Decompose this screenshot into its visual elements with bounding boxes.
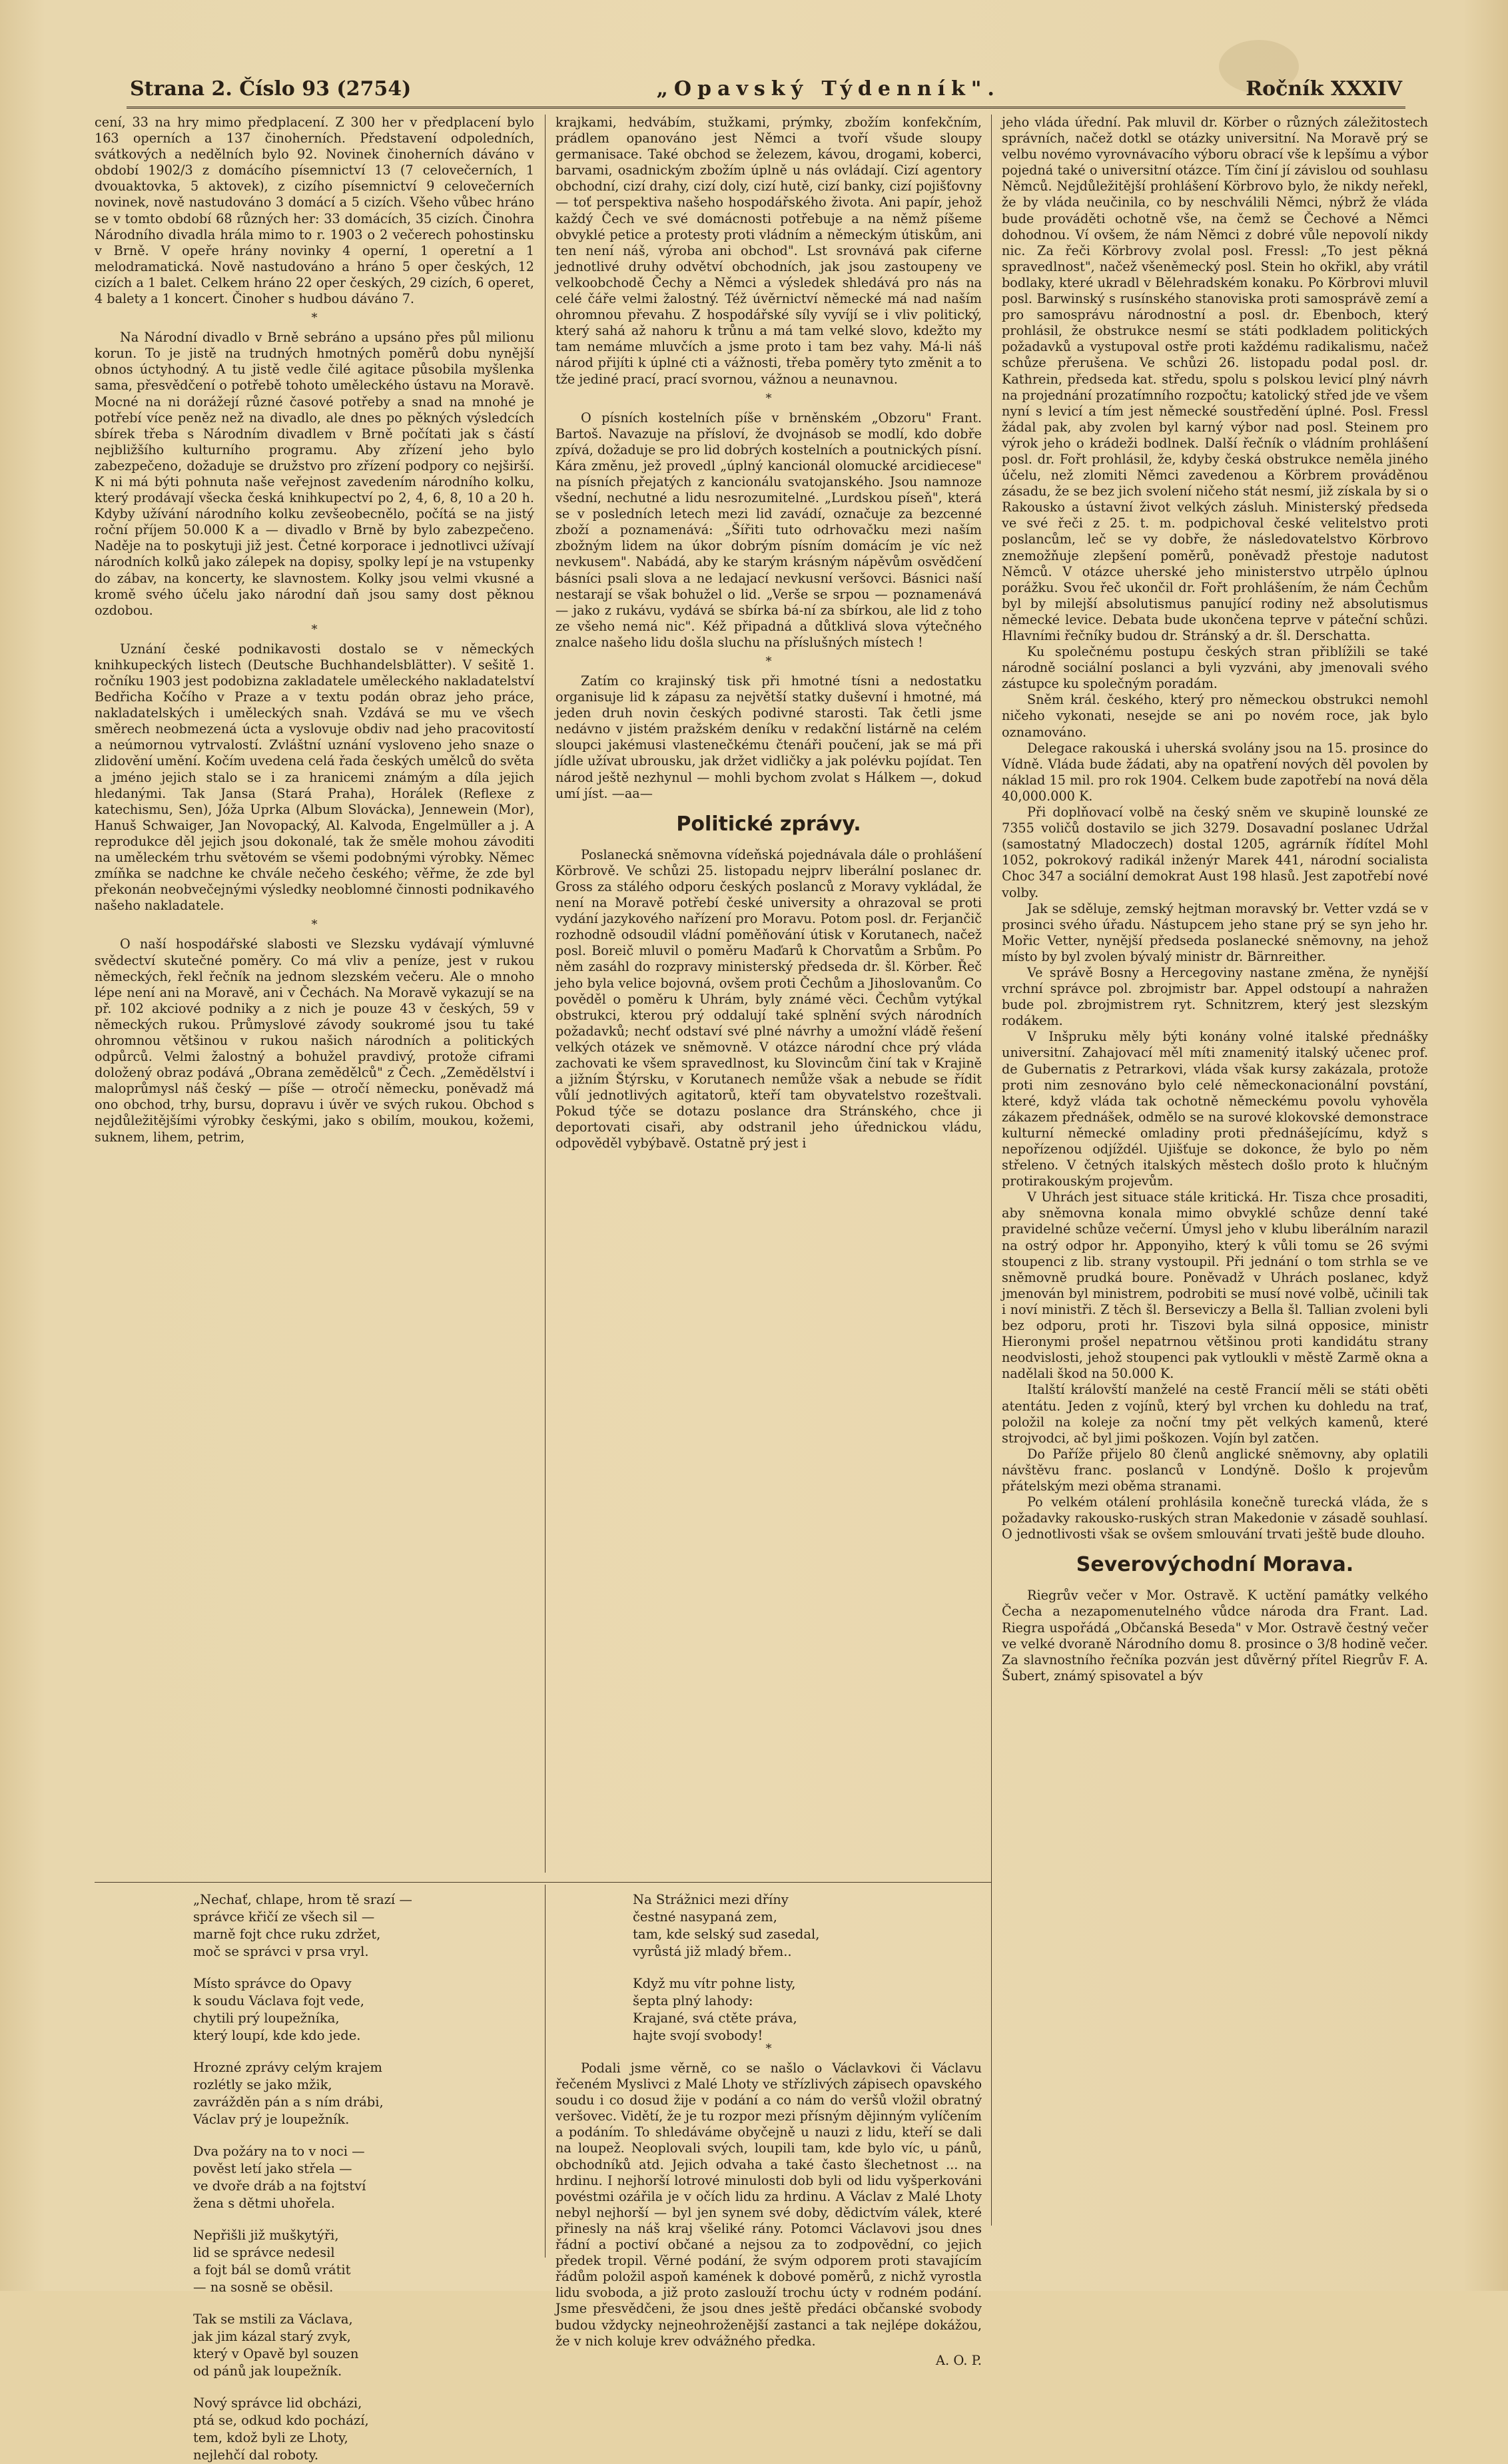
poem-line: šepta plný lahody: (633, 1993, 753, 2008)
article-moravian-governor: Jak se sděluje, zemský hejtman moravský br. Vetter vzdá se v prosinci svého úřadu. Nástupcem jeho stane prý se syn jeho hr. Mořic Vetter, nynější předseda poslanecké sněmovny, na jehož místo by byl zvolen bývalý ministr dr. Bärnreither. (1002, 900, 1428, 964)
article-rieger-evening: Riegrův večer v Mor. Ostravě. K uctění památky velkého Čecha a nezapomenutelného vůdce národa dra Frant. Lad. Riegra uspořádá „Občanská Beseda" v Mor. Ostravě čestný večer ve velké dvoraně Národního domu 8. prosince o 3/8 hodině večer. Za slavnostního řečníka pozván jest důvěrný přítel Riegrův F. A. Šubert, známý spisovatel a býv (1002, 1588, 1428, 1684)
poem-stanza (193, 2311, 540, 2380)
article-economic-weakness: O naší hospodářské slabosti ve Slezsku vydávají výmluvné svědectví skutečné poměry. Co má vliv a peníze, jest v rukou německých, řekl řečník na jednom slezském večeru. Ale o mnoho lépe není ani na Moravě, ani v Čechách. Na Moravě vykazují se na př. 102 akciové podniky a z nich je pouze 43 v českých, 59 v německých rukou. Průmyslové závody soukromé jsou tu také ohromnou většinou v rukou našich národních a politických odpůrců. Velmi žalostný a bohužel pravdivý, protože ciframi doložený obraz podává „Obrana zemědělců" z Čech. „Zemědělství i maloprůmysl náš český — píše — otročí německu, poněvadž má ono obchod, trhy, bursu, dopravu i úvěr ve svých rukou. Obchod s nejdůležitějšími výrobky českými, jako s obilím, moukou, kožemi, suknem, lihem, petrim, (95, 936, 534, 1145)
header-volume: Ročník XXXIV (1246, 77, 1402, 101)
poem-line: který loupí, kde kdo jede. (193, 2028, 361, 2043)
poem-line: Nový správce lid obcházi, (193, 2395, 362, 2411)
separator-star: * (765, 391, 772, 406)
poem-line: lid se správce nedesil (193, 2245, 335, 2260)
feuilleton-prose-text: Podali jsme věrně, co se našlo o Václavkovi či Václavu řečeném Myslivci z Malé Lhoty ve střízlivých zápisech opavského soudu i co dosud žije v podání a co nám do veršů vložil obratný veršovec. Vidětí, že je tu rozpor mezi přísným dějinným vylíčením a podáním. To shledáváme obyčejně u nauzi z lidu, kteří se dali na loupež. Neoplovali svých, loupili tam, kde bylo víc, u pánů, obchodníků atd. Jejich odvaha a také často šlechetnost ... na hrdinu. I nejhorší lotrové minulosti dob byli od lidu vyšperkováni povéstmi ozářila je v očích lidu za hrdinu. A Václav z Malé Lhoty nebyl nejhorší — byl jen synem své doby, dědictvím válek, které přinesly na náš kraj všeliké rány. Potomci Václavovi jsou dnes řádní a poctiví občané a nejsou za to zodpovědní, co jejich předek tropil. Věrné podání, že svým odporem proti stavajícím řádům položil aspoň kamének k dobové poměrů, z nichž vyrostla lidu svoboda, a již proto zaslouží trochu úcty v rodném podání. Jsme přesvědčeni, že jsou dnes ještě předáci občanské svobody budou vždycky nejneohroženější zastanci a tak nejlépe dokážou, že v nich koluje krev odvážného předka. (556, 2060, 982, 2349)
poem-line: Hrozné zprávy celým krajem (193, 2060, 382, 2075)
poem-line: „Nechať, chlape, hrom tě srazí — (193, 1892, 412, 1907)
feuilleton-signature: A. O. P. (935, 2352, 982, 2368)
poem-line: od pánů jak loupežník. (193, 2363, 342, 2379)
column-rule (545, 115, 546, 1873)
poem-line: moč se správci v prsa vryl. (193, 1944, 369, 1959)
poem-line: marně fojt chce ruku zdržet, (193, 1927, 381, 1942)
poem-line: chytili prý loupežníka, (193, 2010, 340, 2026)
poem-line: správce křičí ze všech sil — (193, 1909, 375, 1925)
article-paris-visit: Do Paříže přijelo 80 členů anglické sněmovny, aby oplatili návštěvu franc. poslanců v Londýně. Došlo k projevům přátelským mezi oběma stranami. (1002, 1446, 1428, 1494)
poem-stanza (633, 1975, 966, 2044)
section-heading-political-news: Politické zprávy. (676, 812, 861, 836)
separator-star: * (765, 655, 772, 669)
poem-stanza (193, 2227, 540, 2296)
article-joint-czech-approach: Ku společnému postupu českých stran přiblížili se také národně sociální poslanci a byli vyzváni, aby jmenovali svého zástupce ku společným poradám. (1002, 644, 1428, 692)
poem-line: Dva požáry na to v noci — (193, 2144, 365, 2159)
feuilleton-rule (95, 1882, 991, 1883)
poem-line: který v Opavě byl souzen (193, 2346, 359, 2361)
article-vienna-parliament-cont: jeho vláda úřední. Pak mluvil dr. Körber o různých záležitostech správních, načež dotkl se otázky universitní. Na Moravě prý se velbu novémo vyrovnávacího výboru obrací vše k lepšímu a výbor pojedná také o universitní otázce. Tím činí jí závislou od souhlasu Němců. Nejdůležitější prohlášení Körbrovo bylo, že nikdy neřekl, že by vláda neučinila, co by neschválili Němci, nýbrž že vláda bude prováděti ochotně vše, na čemž se Čechové a Němci dohodnou. Ví ovšem, že nám Němci z dobré vůle nepovolí nikdy nic. Za řeči Körbrovy zvolal posl. Fressl: „To jest pěkná spravedlnost", načež všeněmecký posl. Stein ho okřikl, aby vrátil bodlaky, které ukradl v Bělehradském konaku. Po Körbrovi mluvil posl. Barwinský s rusínského stanoviska proti samosprávě zemí a pro samosprávu národnostní a posl. dr. Ebenboch, který prohlásil, že obstrukce nesmí se státi podkladem politických požadavků a vystupoval ostře proti každému radikalismu, načež schůze přerušena. Ve schůzi 26. listopadu podal posl. dr. Kathrein, předseda kat. středu, spolu s polskou levicí plný návrh na projednání prozatímního rozpočtu; katolický střed jde ve všem nyní s levicí a tím jest německé soustředění úplné. Posl. Fressl žádal pak, aby zvolen byl karný výbor nad posl. Steinem pro výrok jeho o krádeži bodlnek. Další řečník o vládním prohlášení posl. dr. Fořt prohlásil, že, kdyby česká obstrukce neměla jiného účelu, než zlomiti Němci zavedenou a Körbrem prováděnou zásadu, že se bez jich svolení ničeho stát nesmí, již získala by si o Rakousko a ústavní život velkých zásluh. Ministerský předseda ve své řeči z 25. t. m. podpichoval české velitelstvo proti poslancům, leč se vy dobře, že následovatelstvo Körbrovo znemožňuje zlepšení poměrů, poněvadž přestoje nadutost Němců. V otázce uherské jeho ministerstvo utrpělo úplnou porážku. Svou řeč ukončil dr. Fořt prohlášením, že nám Čechům byl by milejší absolutismus panující rodiny než absolutismus německé levice. Debata bude ukončena teprve v páteční schůzi. Hlavními řečníky budou dr. Stránský a dr. šl. Derschatta. (1002, 115, 1428, 643)
column-2 (556, 115, 982, 1819)
article-czech-enterprise: Uznání české podnikavosti dostalo se v německých knihkupeckých listech (Deutsche Buchhandelsblätter). V sešitě 1. ročníku 1903 jest podobizna zakladatele uměleckého nakladatelství Bedřicha Kočího v Praze a v textu podán obraz jeho práce, nakladatelských i uměleckých snah. Vzdává se mu ve všech směrech neobmezená úcta a vyslovuje obdiv nad jeho pracovitostí a neúmornou vytrvalostí. Zvláštní uznání vysloveno jeho snaze o zlidovění umění. Kočím uvedena celá řada českých umělců do světa a jméno jejich stalo se i za hranicemi známým a díla jejich hledanými. Tak Jansa (Stará Praha), Horálek (Reflexe z katechismu, Sen), Jóža Uprka (Album Slovácka), Jennewein (Mor), Hanuš Schwaiger, Jan Novopacký, Al. Kalvoda, Engelmüller a j. A reprodukce děl jejich jsou dokonalé, tak že směle mohou závoditi na uměleckém trhu světovém se všemi podobnými výrobky. Němec zmíňka se nadchne ke chvále nečeho českého; věřme, že zde byl překonán neobvečejnými výsledky neoblomné činnosti podnikavého našeho nakladatele. (95, 641, 534, 914)
poem-line: Když mu vítr pohne listy, (633, 1976, 796, 1991)
column-1 (95, 115, 534, 1873)
separator-star: * (311, 622, 318, 637)
poem-line: Nepřišli již muškytýři, (193, 2228, 339, 2243)
article-hungary: V Uhrách jest situace stále kritická. Hr. Tisza chce prosaditi, aby sněmovna konala mimo obvyklé schůze denní také pravidelné schůze večerní. Úmysl jeho v klubu liberálním narazil na ostrý odpor hr. Apponyiho, který k vůli tomu se 26 svými stoupenci z lib. strany vystoupil. Při jednání o tom strhla se ve sněmovně prudká boure. Poněvadž v Uhrách poslanec, když jmenován byl ministrem, podrobiti se musí nové volbě, učinili tak i noví ministři. Z těch šl. Berseviczy a Bella šl. Tallian zvoleni byli bez odporu, proti hr. Tiszovi byla silná opposice, ministr Hieronymi prošel nepatrnou většinou proti kandidátu strany neodvislosti, jehož stoupenci pak vytloukli v městě Zarmě okna a nadělali škod na 50.000 K. (1002, 1189, 1428, 1382)
separator-star: * (765, 2042, 772, 2056)
poem-line: hajte svojí svobody! (633, 2028, 763, 2043)
column-rule (545, 1885, 546, 2258)
article-macedonia: Po velkém otálení prohlásila konečně turecká vláda, že s požadavky rakousko-ruských stran Makedonie v zásadě souhlasí. O jednotlivosti však se ovšem smlouvání trvati ještě bude dlouho. (1002, 1494, 1428, 1542)
poem-line: jak jim kázal starý zvyk, (193, 2329, 351, 2344)
poem-line: Místo správce do Opavy (193, 1976, 352, 1991)
poem-stanza (193, 2059, 540, 2128)
column-3 (1002, 115, 1428, 2226)
page-header (130, 72, 1402, 105)
poem-line: — na sosně se oběsil. (193, 2280, 334, 2295)
separator-star: * (311, 918, 318, 932)
poem-line: Krajané, svá ctěte práva, (633, 2010, 797, 2026)
article-by-election: Při doplňovací volbě na český sněm ve skupině lounské ze 7355 voličů dostavilo se jich 3279. Dosavadní poslanec Udržal (samostatný Mladoczech) dostal 1205, agrárník řídítel Mohl 1052, pokrokový radikál inženýr Marek 441, národní socialista Choc 347 a sociální demokrat Aust 198 hlasů. Jest zapotřebí nové volby. (1002, 804, 1428, 900)
poem-line: vyrůstá již mladý břem.. (633, 1944, 792, 1959)
article-vienna-parliament: Poslanecká sněmovna vídeňská pojednávala dále o prohlášení Körbrově. Ve schůzi 25. listopadu nejprv liberální poslanec dr. Gross za stálého odporu českých poslanců z Moravy vykládal, že není na Moravě potřebí české university a ohrazoval se proti vydání jazykového nařízení pro Moravu. Potom posl. dr. Ferjančič rozhodně odsoudil vládní poměňování útisk v Korutanech, načež posl. Boreič mluvil o poměru Maďarů k Chorvatům a Srbům. Po něm zasáhl do rozpravy ministerský předseda dr. šl. Körber. Řeč jeho byla velice bojovná, ovšem proti Čechům a Jihoslovanům. Co pověděl o poměru k Uhrám, byly známé věci. Čechům vytýkal obstrukci, kterou prý oddalují také splnění svých národních požadavků; nechť odstaví své plné návrhy a umožní vládě řešení velkých otázek ve sněmovně. V otázce národní chce prý vláda zachovati ke všem spravedlnost, ku Slovincům činí tak v Krajině a jižním Štýrsku, v Korutanech nemůže však a nebude se řídit vůlí jednotlivých agitatorů, kteří tam obyvatelstvo rozeštvali. Pokud týče se dotazu poslance dra Stránského, chce ji deportovati cisaři, aby odstranil jeho úřednickou vládu, odpověděl vybýbavě. Ostatně prý jest i (556, 846, 982, 1151)
article-theatre-stats: cení, 33 na hry mimo předplacení. Z 300 her v předplacení bylo 163 operních a 137 činoherních. Představení odpoledních, svátkových a nedělních bylo 92. Novinek činoherních dáváno v období 1902/3 z domácího písemnictví 13 (7 celovečerních, 1 dvouaktovka, 5 aktovek), z cizího písemnictví 9 celovečerních novinek, nově nastudováno 3 domácí a 5 cizích. Všeho vůbec hráno se v tomto období 68 různých her: 33 domácích, 35 cizích. Činohra Národního divadla hrála mimo to r. 1903 o 2 večerech pohostinsku v Brně. V opeře hrány novinky 4 operní, 1 operetní a 1 melodramatická. Nově nastudováno a hráno 5 oper českých, 12 cizích a 1 balet. Celkem hráno 22 oper českých, 29 cizích, 6 operet, 4 balety a 1 koncert. Činoher s hudbou dáváno 7. (95, 115, 534, 307)
header-page-number: Strana 2. Číslo 93 (2754) (130, 77, 412, 101)
poem-line: Na Strážnici mezi dříny (633, 1892, 789, 1907)
feuilleton-poem-1 (193, 1891, 540, 2463)
article-church-songs: O písních kostelních píše v brněnském „Obzoru" Frant. Bartoš. Navazuje na přísloví, že dvojnásob se modlí, kdo dobře zpívá, dožaduje se pro lid dobrých kostelních a poutnických písní. Kára změnu, jež provedl „úplný kancionál olomucké arcidiecese" na písních přejatých z kancionálu svatojanského. Jsou namnoze všední, nechutné a lidu nesrozumitelné. „Lurdskou píseň", která se v posledních letech mezi lid zavádí, označuje za bezcenné zboží a poznamenává: „Šířiti tuto odrhovačku mezi naším zbožným lidem na úkor dobrým písním domácím je víc než nevkusem". Nabádá, aby ke starým krásným nápěvům osvědčení básníci psali slova a ne ledajací nevkusní veršovci. Básnici naší nestarají se však bohužel o lid. „Verše se srpou — poznamenává — jako z rukávu, vydává se sbírka bá-ní za sbírkou, ale lid z toho ze všeho nemá nic". Kéž připadná a důtklivá slova výtečného znalce našeho lidu došla sluchu na příslušných místech ! (556, 410, 982, 650)
article-italian-royals: Italští královští manželé na cestě Francií měli se státi oběti atentátu. Jeden z vojínů, který byl vrchen ku dohledu na trať, položil na koleje za noční tmy pět velkých kamenů, které strojvodci, ač byl jimi poškozen. Vojín byl zatčen. (1002, 1382, 1428, 1446)
article-bosnia-administration: Ve správě Bosny a Hercegoviny nastane změna, že nynější vrchní správce pol. zbrojmistr bar. Appel odstoupí a nahražen bude pol. zbrojmistrem ryt. Schnitzrem, který jest slezským rodákem. (1002, 964, 1428, 1029)
poem-stanza (193, 2395, 540, 2464)
header-newspaper-title: „Opavský Týdenník". (656, 77, 1000, 101)
poem-line: ve dvoře dráb a na fojtství (193, 2178, 366, 2194)
column-rule (991, 115, 992, 2226)
poem-stanza (193, 2143, 540, 2212)
poem-line: rozlétly se jako mžik, (193, 2077, 332, 2092)
poem-stanza (193, 1975, 540, 2044)
separator-star: * (311, 311, 318, 326)
poem-stanza (193, 1891, 540, 1961)
article-national-theatre-brno: Na Národní divadlo v Brně sebráno a upsáno přes půl milionu korun. To je jistě na trudných hmotných poměrů dobu nynější obnos úctyhodný. A tu jistě vedle čilé agitace působila myšlenka sama, přesvědčení o potřebě tohoto uměleckého ústavu na Moravě. Mocné na ni dorážejí různé časové potřeby a snad na mnohé je potřebí více peněz než na divadlo, ale dnes po pěkných výsledcích sbírek třeba s Národním divadlem v Brně počítati jak s částí nejbližšího kulturního programu. Aby zřízení jeho bylo zabezpečeno, dožaduje se družstvo pro zřízení podpory co nejširší. K ni má býti pohnuta naše veřejnost zavedením národního kolku, který prodávají všecka česká knihkupectví po 2, 4, 6, 8, 10 a 20 h. Kdyby užívání národního kolku zevšeobecnělo, počítá se na jistý roční příjem 50.000 K a — divadlo v Brně by bylo zabezpečeno. Naděje na to poskytuji již jest. Četné korporace i jednotlivci užívají národních kolků jako zálepek na dopisy, spolky lepí je na vstupenky do zábav, na koncerty, ke slavnostem. Kolky jsou velmi vkusné a kromě svého účelu jako národní daň jsou samy dost pěknou ozdobou. (95, 330, 534, 618)
poem-line: tem, kdož byli ze Lhoty, (193, 2430, 348, 2445)
article-innsbruck: V Inšpruku měly býti konány volné italské přednášky universitní. Zahajovací měl míti znamenitý italský učenec prof. de Gubernatis z Petrarkovi, vláda však kursy zakázala, protože proti nim zesnováno bylo celé německonacionální povstání, které, když vláda tak ochotně německému povolu vyhověla zákazem přednášek, odmělo se na surové klokovské demonstrace kulturní německé omladiny proti přednášejícímu, když s nepořízenou odjíždél. Ujišťuje se dokonce, že bylo po něm střeleno. V četných italských městech došlo proto k hlučným protirakouským projevům. (1002, 1029, 1428, 1189)
article-delegations: Delegace rakouská i uherská svolány jsou na 15. prosince do Vídně. Vláda bude žádati, aby na opatření nových děl povolen by náklad 15 mil. pro rok 1904. Celkem bude zapotřebí na nová děla 40,000.000 K. (1002, 740, 1428, 804)
poem-line: čestné nasypaná zem, (633, 1909, 777, 1925)
feuilleton-prose (556, 2038, 982, 2368)
article-regional-press: Zatím co krajinský tisk při hmotné tísni a nedostatku organisuje lid k zápasu za největší statky duševní i hmotné, má jeden druh novin českých podivné starosti. Tak četli jsme nedávno v jistém pražském deníku v redakční listárně na celém sloupci jakémusi vlastenečkému čtenáři poučení, jak se má při jídle užívat ubrousku, jak držet vidličky a jak polévku pojídat. Ten národ ještě nezhynul — mohli bychom zvolat s Hálkem —, dokud umí jíst. —aa— (556, 673, 982, 801)
header-rule (127, 107, 1405, 109)
poem-line: pověst letí jako střela — (193, 2161, 352, 2176)
poem-line: a fojt bál se domů vrátit (193, 2262, 351, 2278)
poem-line: ptá se, odkud kdo pochází, (193, 2413, 369, 2428)
poem-line: zavrážděn pán a s ním drábi, (193, 2094, 384, 2110)
article-economic-weakness-cont: krajkami, hedvábím, stužkami, prýmky, zbožím konfekčním, prádlem opanováno jest Němci a tvoří všude sloupy germanisace. Také obchod se železem, kávou, drogami, koberci, barvami, osadnickým zbožím úplně u nás ovládají. Cizí agentory obchodní, cizí drahy, cizí doly, cizí hutě, cizí banky, cizí pojišťovny — toť perspektiva našeho hospodářského života. Ani papír, jehož každý Čech ve své domácnosti potřebuje a na němž píšeme obvyklé petice a protesty proti vládním a německým útiskům, ani ten není náš, výroba ani obchod". Lst srovnává pak ciferne jednotlivé druhy odvětví obchodních, jak jsou zastoupeny ve velkoobchodě Čechy a Němci a výsledek shledává pro nás na celé čáře velmi žalostný. Též úvěrnictví německé má nad naším ohromnou převahu. Z hospodářské síly vyvíjí se i vliv politický, který sahá až nahoru k trůnu a má tam velké slovo, kdežto my tam nemáme mluvčích a jsme proto i tam bez vahy. Má-li náš národ přijíti k úplné cti a vážnosti, třeba poměry tyto změnit a to tže jediné prací, prací svornou, vážnou a neunavnou. (556, 115, 982, 387)
poem-stanza (633, 1891, 966, 1961)
section-heading-ne-moravia: Severovýchodní Morava. (1076, 1553, 1354, 1577)
poem-line: žena s dětmi uhořela. (193, 2196, 335, 2211)
poem-line: Václav prý je loupežník. (193, 2112, 350, 2127)
article-bohemian-diet: Sněm král. českého, který pro německou obstrukci nemohl ničeho vykonati, nesejde se ani po novém roce, jak bylo oznamováno. (1002, 692, 1428, 740)
poem-line: tam, kde selský sud zasedal, (633, 1927, 820, 1942)
poem-line: Tak se mstili za Václava, (193, 2311, 353, 2327)
feuilleton-poem-2 (633, 1891, 966, 2044)
poem-line: nejlehčí dal roboty. (193, 2447, 319, 2463)
poem-line: k soudu Václava fojt vede, (193, 1993, 364, 2008)
